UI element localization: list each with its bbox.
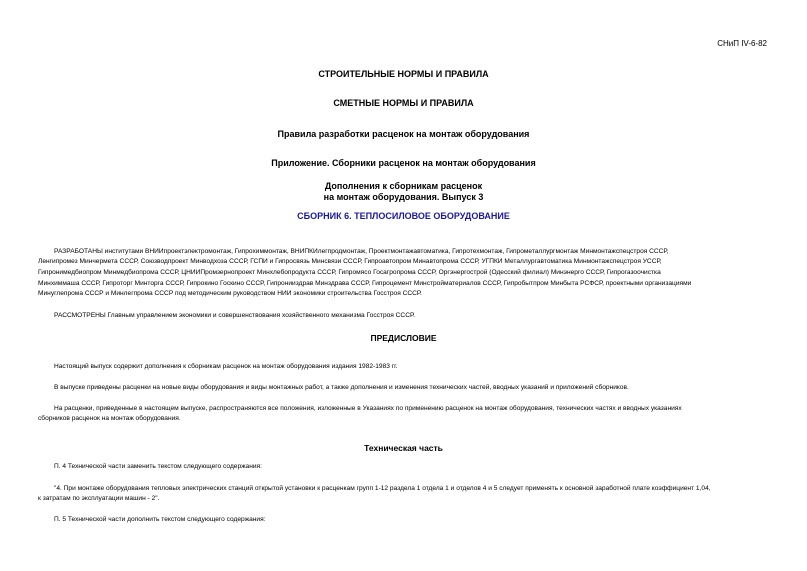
title-rules: Правила разработки расценок на монтаж оборудования	[277, 129, 530, 139]
title-supplements-line2: на монтаж оборудования. Выпуск 3	[323, 192, 484, 202]
preface-paragraph-1: Настоящий выпуск содержит дополнения к сборникам расценок на монтаж оборудования издания 1982-1983 гг.	[54, 363, 398, 370]
preface-heading: ПРЕДИСЛОВИЕ	[370, 333, 437, 343]
title-supplements-line1: Дополнения к сборникам расценок	[324, 181, 483, 191]
technical-part-heading: Техническая часть	[364, 443, 443, 453]
preface-paragraph-2: В выпуске приведены расценки на новые виды оборудования и виды монтажных работ, а также дополнения и изменения технических частей, вводных указаний и приложений сборников.	[54, 384, 629, 391]
technical-paragraph-3: П. 5 Технической части дополнить текстом следующего содержания:	[54, 516, 266, 523]
technical-paragraph-2-line-2: к затратам по эксплуатации машин - 2".	[38, 495, 160, 502]
developed-line-1: РАЗРАБОТАНЫ институтами ВНИИпроектэлектромонтаж, Гипрохиммонтаж, ВНИПКИлегпродмонтаж, Проектмонтажавтоматика, Гипротехмонтаж, Гипрометаллургмонтаж Минмонтажспецстроя СССР,	[54, 248, 669, 255]
document-code: СНиП IV-6-82	[717, 39, 767, 48]
preface-paragraph-3-line-1: На расценки, приведенные в настоящем выпуске, распространяются все положения, изложенные в Указаниях по применению расценок на монтаж оборудования, технических частях и вводных указаниях	[54, 405, 682, 412]
preface-paragraph-3-line-2: сборников расценок на монтаж оборудования.	[38, 415, 181, 422]
developed-line-4: Минхиммаша СССР, Гипроторг Минторга СССР, Гипрокино Госкино СССР, Гипронииздрав Минздрава СССР, Гипроцемент Минстройматериалов СССР, Гипробытпром Минбыта РСФСР, проектными организациями	[38, 280, 692, 287]
developed-line-2: Ленгипромез Минчермета СССР, Союзводпроект Минводхоза СССР, ГСПИ и Гипросвязь Минсвязи СССР, Гипроавтопром Минавтопрома СССР, УГПКИ Металлургавтоматика Минмонтажспецстроя УССР,	[38, 258, 662, 265]
technical-paragraph-2-line-1: "4. При монтаже оборудования тепловых электрических станций открытой установки к расценкам групп 1-12 раздела 1 отдела 1 и отделов 4 и 5 следует применять к основной заработной плате коэффициент 1,04,	[54, 485, 711, 492]
collection-title: СБОРНИК 6. ТЕПЛОСИЛОВОЕ ОБОРУДОВАНИЕ	[297, 211, 510, 221]
title-estimate-norms: СМЕТНЫЕ НОРМЫ И ПРАВИЛА	[333, 98, 474, 108]
reviewed-paragraph: РАССМОТРЕНЫ Главным управлением экономики и совершенствования хозяйственного механизма Госстроя СССР.	[54, 312, 415, 319]
developed-line-3: Гипронимедбиопром Минмедбиопрома СССР, ЦНИИПромзернопроект Минхлебопродукта СССР, Гипромясо Госагропрома СССР, Оргэнергострой (Одесский филиал) Минэнерго СССР, Гипрогазоочистка	[38, 269, 661, 276]
title-supplements	[0, 181, 807, 203]
title-appendix: Приложение. Сборники расценок на монтаж оборудования	[271, 158, 536, 168]
technical-paragraph-1: П. 4 Технической части заменить текстом следующего содержания:	[54, 463, 262, 470]
title-building-norms: СТРОИТЕЛЬНЫЕ НОРМЫ И ПРАВИЛА	[318, 69, 489, 79]
developed-line-5: Минуглепрома СССР и Минлегпрома СССР под методическим руководством НИИ экономики строительства Госстроя СССР.	[38, 290, 422, 297]
